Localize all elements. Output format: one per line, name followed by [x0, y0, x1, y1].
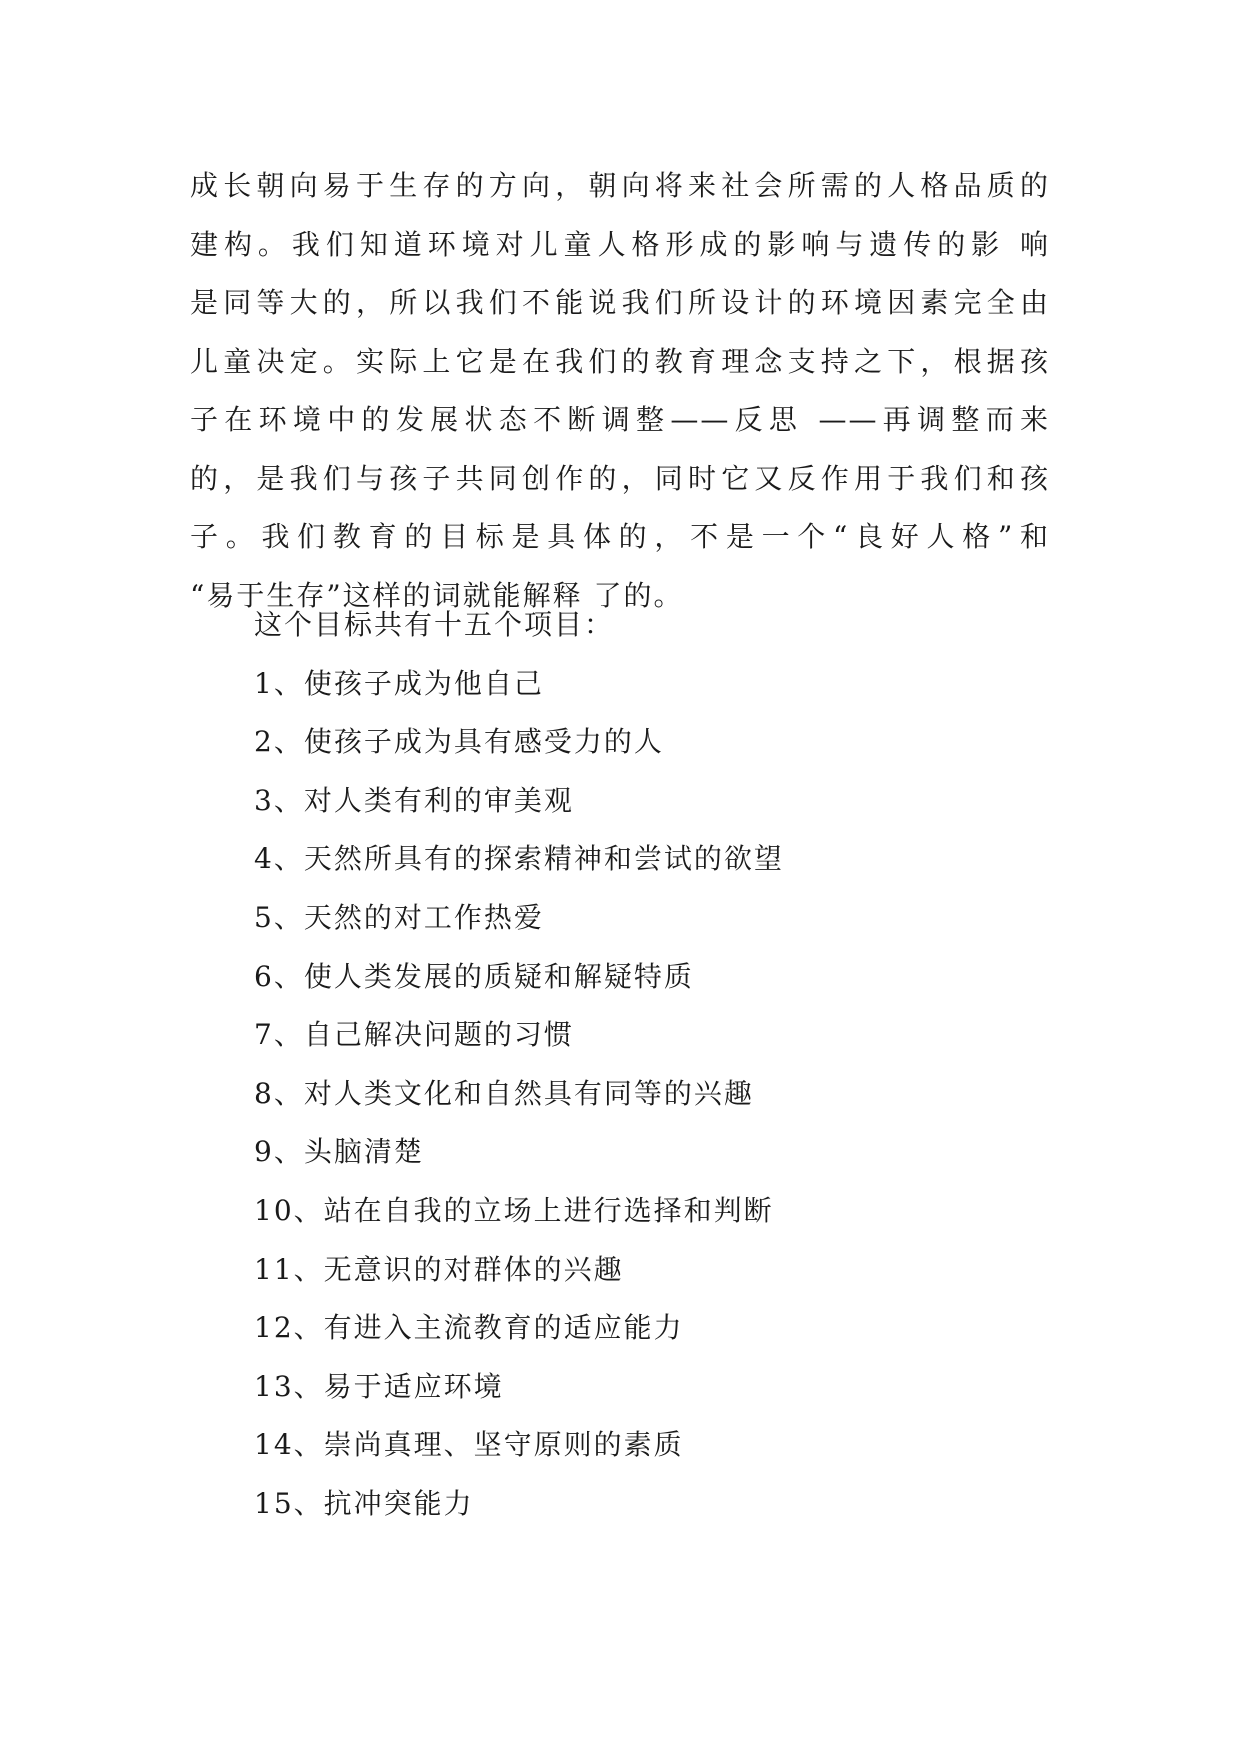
- paragraph-line: 子在环境中的发展状态不断调整——反思 ——再调整而来: [190, 403, 1050, 436]
- list-item: 11、无意识的对群体的兴趣: [254, 1252, 624, 1286]
- list-item: 1、使孩子成为他自己: [254, 666, 544, 700]
- paragraph-line: 建构。我们知道环境对儿童人格形成的影响与遗传的影 响: [190, 227, 1050, 261]
- paragraph-line: 的，是我们与孩子共同创作的，同时它又反作用于我们和孩: [190, 461, 1050, 495]
- list-intro: 这个目标共有十五个项目：: [254, 608, 615, 641]
- paragraph-line: 成长朝向易于生存的方向，朝向将来社会所需的人格品质的: [190, 169, 1050, 202]
- list-item: 14、崇尚真理、坚守原则的素质: [254, 1428, 684, 1462]
- list-item: 2、使孩子成为具有感受力的人: [254, 725, 664, 759]
- list-item: 9、头脑清楚: [254, 1135, 424, 1169]
- paragraph-line: 儿童决定。实际上它是在我们的教育理念支持之下，根据孩: [190, 344, 1050, 378]
- list-item: 10、站在自我的立场上进行选择和判断: [254, 1193, 774, 1227]
- list-item: 13、易于适应环境: [254, 1369, 504, 1403]
- paragraph-line: “易于生存”这样的词就能解释 了的。: [190, 578, 684, 612]
- goals-list: [254, 596, 784, 1534]
- list-item: 15、抗冲突能力: [254, 1486, 474, 1520]
- paragraph-line: 是同等大的，所以我们不能说我们所设计的环境因素完全由: [190, 286, 1050, 319]
- paragraph-line: 子。我们教育的目标是具体的，不是一个“良好人格”和: [190, 520, 1050, 553]
- list-item: 4、天然所具有的探索精神和尝试的欲望: [254, 842, 784, 876]
- list-item: 12、有进入主流教育的适应能力: [254, 1311, 684, 1345]
- list-item: 5、天然的对工作热爱: [254, 900, 544, 934]
- list-item: 6、使人类发展的质疑和解疑特质: [254, 959, 694, 993]
- list-item: 3、对人类有利的审美观: [254, 783, 574, 817]
- body-paragraph: [190, 157, 1050, 625]
- list-item: 7、自己解决问题的习惯: [254, 1018, 574, 1052]
- list-item: 8、对人类文化和自然具有同等的兴趣: [254, 1076, 754, 1110]
